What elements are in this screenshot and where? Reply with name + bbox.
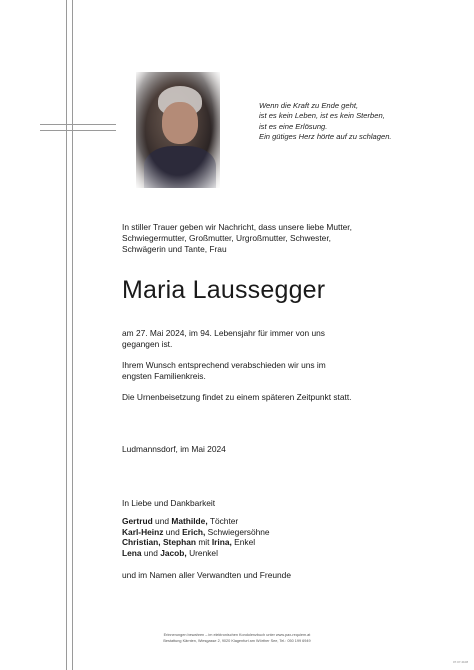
footer-line: Erinnerungen bewahren – im elektronischen Kondolenzbuch unter www.pax-requiem.at	[163, 633, 311, 637]
family-list	[122, 516, 270, 558]
cross-vertical-line	[66, 0, 67, 670]
poem-line: Ein gütiges Herz hörte auf zu schlagen.	[259, 131, 392, 141]
intro-text	[122, 222, 422, 255]
family-row: Christian, Stephan mit Irina, Enkel	[122, 537, 256, 548]
family-row: Karl-Heinz und Erich, Schwiegersöhne	[122, 526, 270, 537]
intro-line: In stiller Trauer geben wir Nachricht, dass unsere liebe Mutter,	[122, 222, 352, 232]
cross-vertical-line	[72, 0, 73, 670]
urn-line: Die Urnenbeisetzung findet zu einem späteren Zeitpunkt statt.	[122, 392, 352, 402]
farewell-line: engsten Familienkreis.	[122, 371, 206, 381]
family-row: Lena und Jacob, Urenkel	[122, 547, 218, 558]
urn-notice	[122, 392, 422, 403]
thanks-line: In Liebe und Dankbarkeit	[122, 498, 216, 508]
footer-line: Bestattung Kärnten, Wiesgasse 2, 9020 Klagenfurt am Wörther See, Tel.: 050 199 6949	[163, 639, 311, 643]
poem-line: ist es eine Erlösung.	[259, 121, 328, 131]
poem-line: ist es kein Leben, ist es kein Sterben,	[259, 111, 385, 121]
family-row: Gertrud und Mathilde, Töchter	[122, 516, 239, 526]
place-date: Ludmannsdorf, im Mai 2024	[122, 444, 226, 454]
poem	[259, 101, 459, 142]
intro-line: Schwägerin und Tante, Frau	[122, 244, 227, 254]
footer	[0, 632, 474, 644]
cross-horizontal-line	[40, 130, 116, 131]
poem-line: Wenn die Kraft zu Ende geht,	[259, 101, 359, 110]
death-notice	[122, 328, 422, 350]
intro-line: Schwiegermutter, Großmutter, Urgroßmutter, Schwester,	[122, 233, 331, 243]
death-notice-line: am 27. Mai 2024, im 94. Lebensjahr für immer von uns	[122, 328, 325, 338]
closing-line: und im Namen aller Verwandten und Freunde	[122, 570, 291, 580]
deceased-name: Maria Laussegger	[122, 276, 326, 304]
print-code: 07.07.4108	[452, 660, 468, 664]
death-notice-line: gegangen ist.	[122, 339, 173, 349]
farewell-notice	[122, 360, 422, 382]
portrait-vignette	[136, 72, 220, 188]
portrait-photo	[136, 72, 220, 188]
farewell-line: Ihrem Wunsch entsprechend verabschieden wir uns im	[122, 360, 326, 370]
cross-horizontal-line	[40, 124, 116, 125]
